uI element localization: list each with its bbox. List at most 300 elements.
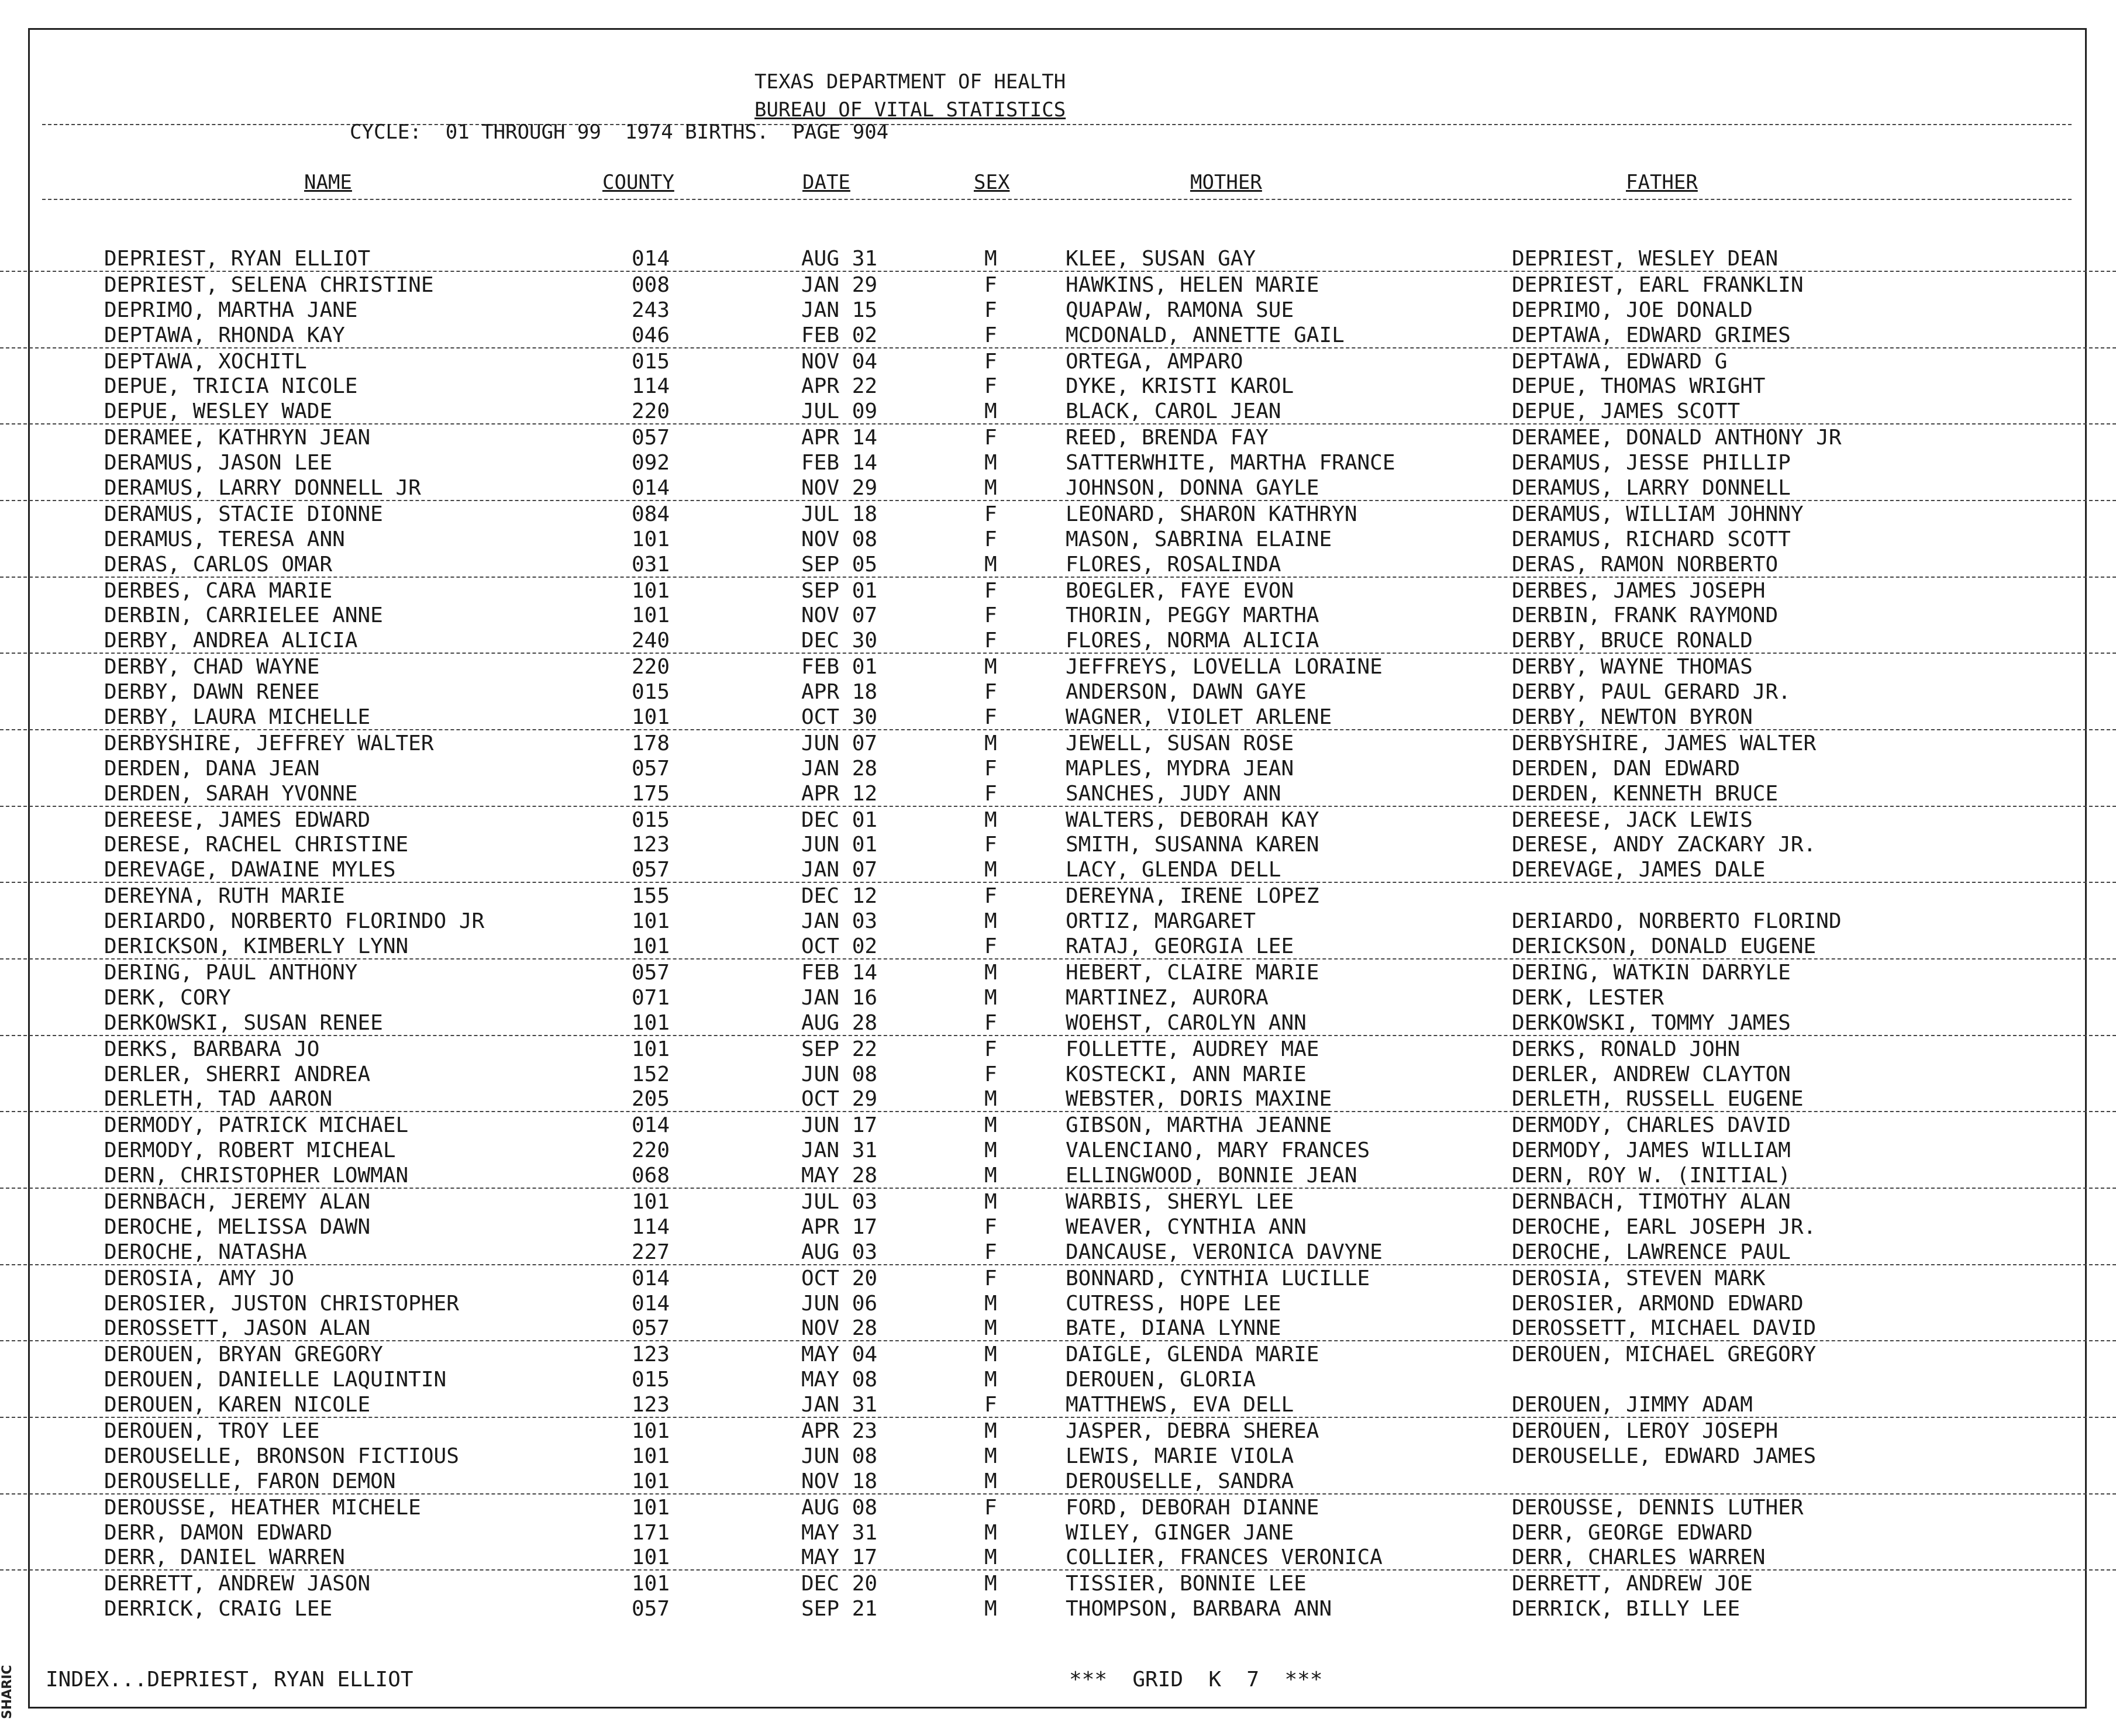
record-mother: WOEHST, CAROLYN ANN: [1066, 1010, 1307, 1035]
column-header-mother: MOTHER: [1190, 171, 1262, 194]
agency-title: TEXAS DEPARTMENT OF HEALTH: [754, 70, 1066, 94]
record-county: 014: [632, 1291, 670, 1316]
column-header-name: NAME: [304, 171, 352, 194]
record-date: DEC 01: [801, 807, 878, 832]
record-row: [0, 348, 2116, 374]
record-father: DERAMEE, DONALD ANTHONY JR: [1512, 426, 1842, 450]
record-row: [0, 831, 2116, 857]
record-sex: F: [984, 884, 997, 909]
record-row: [0, 1596, 2116, 1621]
record-county: 101: [632, 527, 670, 551]
record-name: DEROSSETT, JASON ALAN: [104, 1316, 371, 1341]
record-mother: ORTIZ, MARGARET: [1066, 909, 1256, 934]
record-mother: ANDERSON, DAWN GAYE: [1066, 680, 1307, 705]
record-father: DERBES, JAMES JOSEPH: [1512, 578, 1766, 603]
record-father: DEROCHE, LAWRENCE PAUL: [1512, 1240, 1791, 1264]
record-county: 014: [632, 1113, 670, 1138]
record-sex: M: [984, 909, 997, 934]
record-date: JUN 07: [801, 731, 878, 755]
record-sex: M: [984, 731, 997, 755]
record-name: DEPRIEST, RYAN ELLIOT: [104, 247, 371, 271]
record-father: DEPRIMO, JOE DONALD: [1512, 298, 1753, 322]
cycle-line: CYCLE: 01 THROUGH 99 1974 BIRTHS. PAGE 904: [350, 120, 889, 144]
record-date: OCT 29: [801, 1087, 878, 1112]
record-mother: KLEE, SUSAN GAY: [1066, 247, 1256, 271]
record-father: DEROUEN, JIMMY ADAM: [1512, 1393, 1753, 1417]
record-mother: HEBERT, CLAIRE MARIE: [1066, 960, 1319, 985]
record-name: DEROCHE, NATASHA: [104, 1240, 307, 1264]
record-mother: JEWELL, SUSAN ROSE: [1066, 731, 1294, 755]
record-county: 068: [632, 1164, 670, 1188]
record-date: SEP 05: [801, 552, 878, 577]
record-name: DERBY, DAWN RENEE: [104, 680, 320, 705]
record-county: 101: [632, 1469, 670, 1493]
record-mother: DYKE, KRISTI KAROL: [1066, 374, 1294, 399]
record-date: NOV 29: [801, 476, 878, 501]
record-father: DEPTAWA, EDWARD GRIMES: [1512, 323, 1791, 347]
record-sex: M: [984, 1520, 997, 1545]
record-name: DERAMUS, LARRY DONNELL JR: [104, 476, 421, 501]
record-sex: M: [984, 1469, 997, 1493]
record-sex: M: [984, 1164, 997, 1188]
record-mother: JASPER, DEBRA SHEREA: [1066, 1419, 1319, 1443]
record-father: DERAMUS, WILLIAM JOHNNY: [1512, 502, 1804, 526]
record-row: [0, 1239, 2116, 1265]
record-mother: CUTRESS, HOPE LEE: [1066, 1291, 1281, 1316]
record-row: [0, 1214, 2116, 1239]
record-row: [0, 985, 2116, 1010]
record-sex: M: [984, 1597, 997, 1621]
record-mother: BOEGLER, FAYE EVON: [1066, 578, 1294, 603]
record-date: MAY 31: [801, 1520, 878, 1545]
record-name: DERAMEE, KATHRYN JEAN: [104, 426, 371, 450]
record-county: 220: [632, 1138, 670, 1163]
record-name: DEROSIA, AMY JO: [104, 1266, 295, 1290]
record-sex: F: [984, 1266, 997, 1290]
record-date: NOV 04: [801, 349, 878, 374]
record-row: [0, 679, 2116, 704]
record-county: 014: [632, 247, 670, 271]
record-name: DEROUSELLE, BRONSON FICTIOUS: [104, 1444, 459, 1468]
record-sex: M: [984, 1087, 997, 1112]
record-date: AUG 28: [801, 1010, 878, 1035]
record-date: SEP 22: [801, 1037, 878, 1061]
record-father: DERDEN, KENNETH BRUCE: [1512, 781, 1779, 806]
record-county: 101: [632, 1572, 670, 1596]
record-father: DEROUSELLE, EDWARD JAMES: [1512, 1444, 1817, 1468]
record-county: 092: [632, 451, 670, 475]
record-row: [0, 297, 2116, 322]
record-county: 101: [632, 1010, 670, 1035]
header-divider-bottom: [42, 199, 2072, 200]
record-row: [0, 883, 2116, 908]
record-father: DERRETT, ANDREW JOE: [1512, 1572, 1753, 1596]
record-name: DERBY, CHAD WAYNE: [104, 655, 320, 679]
record-sex: F: [984, 1393, 997, 1417]
record-sex: M: [984, 1572, 997, 1596]
record-father: DERICKSON, DONALD EUGENE: [1512, 934, 1817, 959]
record-date: FEB 14: [801, 451, 878, 475]
record-father: DERAMUS, RICHARD SCOTT: [1512, 527, 1791, 551]
record-father: DERR, CHARLES WARREN: [1512, 1545, 1766, 1570]
record-sex: M: [984, 1138, 997, 1163]
record-date: JAN 29: [801, 272, 878, 297]
records-table: [0, 246, 2116, 1621]
record-name: DERBYSHIRE, JEFFREY WALTER: [104, 731, 434, 755]
record-row: [0, 578, 2116, 603]
record-date: SEP 01: [801, 578, 878, 603]
record-row: [0, 781, 2116, 807]
record-county: 015: [632, 349, 670, 374]
record-sex: M: [984, 451, 997, 475]
record-row: [0, 1036, 2116, 1061]
record-mother: WARBIS, SHERYL LEE: [1066, 1189, 1294, 1214]
record-date: APR 14: [801, 426, 878, 450]
record-row: [0, 1290, 2116, 1316]
record-date: JUL 18: [801, 502, 878, 526]
record-name: DEPTAWA, RHONDA KAY: [104, 323, 345, 347]
record-name: DERMODY, PATRICK MICHAEL: [104, 1113, 409, 1138]
record-father: DERBIN, FRANK RAYMOND: [1512, 603, 1779, 628]
record-row: [0, 1392, 2116, 1418]
record-row: [0, 1265, 2116, 1290]
record-father: DERK, LESTER: [1512, 985, 1664, 1010]
record-row: [0, 373, 2116, 398]
record-date: JAN 28: [801, 756, 878, 781]
record-date: JAN 07: [801, 858, 878, 882]
record-name: DERICKSON, KIMBERLY LYNN: [104, 934, 409, 959]
record-name: DERING, PAUL ANTHONY: [104, 960, 358, 985]
record-row: [0, 1366, 2116, 1392]
record-sex: F: [984, 1010, 997, 1035]
record-county: 101: [632, 934, 670, 959]
record-county: 123: [632, 1393, 670, 1417]
record-father: DEREESE, JACK LEWIS: [1512, 807, 1753, 832]
record-county: 057: [632, 858, 670, 882]
record-father: DERDEN, DAN EDWARD: [1512, 756, 1741, 781]
record-mother: DEROUEN, GLORIA: [1066, 1368, 1256, 1392]
record-date: JAN 16: [801, 985, 878, 1010]
record-county: 152: [632, 1062, 670, 1086]
record-row: [0, 933, 2116, 960]
record-county: 015: [632, 680, 670, 705]
record-sex: F: [984, 502, 997, 526]
record-row: [0, 246, 2116, 272]
record-date: MAY 28: [801, 1164, 878, 1188]
record-name: DERNBACH, JEREMY ALAN: [104, 1189, 371, 1214]
record-mother: SMITH, SUSANNA KAREN: [1066, 833, 1319, 857]
record-mother: MCDONALD, ANNETTE GAIL: [1066, 323, 1345, 347]
record-row: [0, 1571, 2116, 1596]
record-county: 101: [632, 1037, 670, 1061]
record-name: DERMODY, ROBERT MICHEAL: [104, 1138, 396, 1163]
record-father: DERR, GEORGE EDWARD: [1512, 1520, 1753, 1545]
record-row: [0, 755, 2116, 781]
record-county: 205: [632, 1087, 670, 1112]
record-sex: M: [984, 985, 997, 1010]
record-name: DERKS, BARBARA JO: [104, 1037, 320, 1061]
record-sex: M: [984, 476, 997, 501]
record-sex: F: [984, 680, 997, 705]
record-name: DEROUSELLE, FARON DEMON: [104, 1469, 396, 1493]
record-date: DEC 20: [801, 1572, 878, 1596]
record-mother: MAPLES, MYDRA JEAN: [1066, 756, 1294, 781]
record-name: DERRETT, ANDREW JASON: [104, 1572, 371, 1596]
record-sex: F: [984, 1062, 997, 1086]
record-sex: F: [984, 374, 997, 399]
record-father: DEROUEN, MICHAEL GREGORY: [1512, 1342, 1817, 1367]
record-mother: DAIGLE, GLENDA MARIE: [1066, 1342, 1319, 1367]
record-county: 101: [632, 1444, 670, 1468]
record-mother: JOHNSON, DONNA GAYLE: [1066, 476, 1319, 501]
record-row: [0, 730, 2116, 755]
record-sex: F: [984, 934, 997, 959]
record-mother: RATAJ, GEORGIA LEE: [1066, 934, 1294, 959]
record-mother: ORTEGA, AMPARO: [1066, 349, 1243, 374]
record-date: JUN 08: [801, 1444, 878, 1468]
record-name: DEROUSSE, HEATHER MICHELE: [104, 1495, 421, 1520]
record-sex: F: [984, 1037, 997, 1061]
record-date: APR 17: [801, 1214, 878, 1239]
record-sex: F: [984, 1495, 997, 1520]
record-sex: F: [984, 1240, 997, 1264]
record-county: 057: [632, 1597, 670, 1621]
record-father: DERBYSHIRE, JAMES WALTER: [1512, 731, 1817, 755]
record-name: DERAS, CARLOS OMAR: [104, 552, 333, 577]
record-row: [0, 1112, 2116, 1137]
record-mother: THORIN, PEGGY MARTHA: [1066, 603, 1319, 628]
record-date: JUN 17: [801, 1113, 878, 1138]
record-name: DEROUEN, KAREN NICOLE: [104, 1393, 371, 1417]
record-row: [0, 807, 2116, 832]
record-sex: M: [984, 1444, 997, 1468]
record-county: 008: [632, 272, 670, 297]
record-row: [0, 704, 2116, 730]
record-father: DEPRIEST, WESLEY DEAN: [1512, 247, 1779, 271]
record-sex: F: [984, 323, 997, 347]
record-sex: F: [984, 629, 997, 653]
record-county: 101: [632, 1419, 670, 1443]
record-sex: M: [984, 1113, 997, 1138]
record-mother: WAGNER, VIOLET ARLENE: [1066, 705, 1332, 730]
record-father: DERKOWSKI, TOMMY JAMES: [1512, 1010, 1791, 1035]
record-row: [0, 654, 2116, 679]
record-sex: M: [984, 807, 997, 832]
record-county: 101: [632, 603, 670, 628]
record-mother: MARTINEZ, AURORA: [1066, 985, 1269, 1010]
record-mother: DEREYNA, IRENE LOPEZ: [1066, 884, 1319, 909]
record-date: DEC 30: [801, 629, 878, 653]
record-county: 178: [632, 731, 670, 755]
header-divider-top: [42, 124, 2072, 125]
record-county: 240: [632, 629, 670, 653]
record-date: OCT 30: [801, 705, 878, 730]
record-date: AUG 03: [801, 1240, 878, 1264]
record-name: DEROCHE, MELISSA DAWN: [104, 1214, 371, 1239]
record-county: 071: [632, 985, 670, 1010]
record-father: DEPUE, JAMES SCOTT: [1512, 399, 1741, 424]
grid-footer: *** GRID K 7 ***: [1069, 1668, 1323, 1692]
record-sex: F: [984, 527, 997, 551]
record-sex: M: [984, 399, 997, 424]
record-mother: FLORES, NORMA ALICIA: [1066, 629, 1319, 653]
record-row: [0, 322, 2116, 348]
record-sex: M: [984, 1316, 997, 1341]
record-name: DEPRIMO, MARTHA JANE: [104, 298, 358, 322]
record-father: DERBY, WAYNE THOMAS: [1512, 655, 1753, 679]
record-date: MAY 17: [801, 1545, 878, 1570]
record-mother: COLLIER, FRANCES VERONICA: [1066, 1545, 1383, 1570]
record-sex: M: [984, 1189, 997, 1214]
record-sex: F: [984, 756, 997, 781]
record-county: 101: [632, 1495, 670, 1520]
record-name: DERN, CHRISTOPHER LOWMAN: [104, 1164, 409, 1188]
record-date: NOV 28: [801, 1316, 878, 1341]
record-mother: GIBSON, MARTHA JEANNE: [1066, 1113, 1332, 1138]
record-father: DERESE, ANDY ZACKARY JR.: [1512, 833, 1817, 857]
record-date: APR 12: [801, 781, 878, 806]
record-row: [0, 602, 2116, 627]
record-county: 101: [632, 578, 670, 603]
record-row: [0, 627, 2116, 654]
record-mother: SATTERWHITE, MARTHA FRANCE: [1066, 451, 1395, 475]
record-date: APR 18: [801, 680, 878, 705]
record-mother: WEAVER, CYNTHIA ANN: [1066, 1214, 1307, 1239]
record-father: DEROSIER, ARMOND EDWARD: [1512, 1291, 1804, 1316]
record-name: DERBIN, CARRIELEE ANNE: [104, 603, 383, 628]
record-date: AUG 08: [801, 1495, 878, 1520]
record-row: [0, 1086, 2116, 1112]
record-sex: F: [984, 833, 997, 857]
record-mother: DEROUSELLE, SANDRA: [1066, 1469, 1294, 1493]
record-sex: M: [984, 1545, 997, 1570]
record-mother: FOLLETTE, AUDREY MAE: [1066, 1037, 1319, 1061]
record-county: 101: [632, 705, 670, 730]
record-mother: FORD, DEBORAH DIANNE: [1066, 1495, 1319, 1520]
record-date: NOV 07: [801, 603, 878, 628]
record-date: AUG 31: [801, 247, 878, 271]
record-name: DEROUEN, TROY LEE: [104, 1419, 320, 1443]
record-row: [0, 1061, 2116, 1086]
record-sex: M: [984, 655, 997, 679]
record-father: DERAMUS, JESSE PHILLIP: [1512, 451, 1791, 475]
record-row: [0, 272, 2116, 297]
record-name: DEREVAGE, DAWAINE MYLES: [104, 858, 396, 882]
record-sex: M: [984, 858, 997, 882]
record-mother: DANCAUSE, VERONICA DAVYNE: [1066, 1240, 1383, 1264]
record-mother: THOMPSON, BARBARA ANN: [1066, 1597, 1332, 1621]
record-sex: F: [984, 603, 997, 628]
record-date: APR 22: [801, 374, 878, 399]
record-row: [0, 1544, 2116, 1571]
record-name: DEROSIER, JUSTON CHRISTOPHER: [104, 1291, 459, 1316]
record-mother: WILEY, GINGER JANE: [1066, 1520, 1294, 1545]
record-mother: LACY, GLENDA DELL: [1066, 858, 1281, 882]
record-mother: WALTERS, DEBORAH KAY: [1066, 807, 1319, 832]
record-father: DERKS, RONALD JOHN: [1512, 1037, 1741, 1061]
record-father: DEREVAGE, JAMES DALE: [1512, 858, 1766, 882]
record-name: DERDEN, SARAH YVONNE: [104, 781, 358, 806]
record-sex: F: [984, 426, 997, 450]
record-sex: M: [984, 247, 997, 271]
record-name: DERAMUS, JASON LEE: [104, 451, 333, 475]
record-name: DERDEN, DANA JEAN: [104, 756, 320, 781]
record-row: [0, 475, 2116, 501]
record-father: DEPTAWA, EDWARD G: [1512, 349, 1728, 374]
record-date: JUN 01: [801, 833, 878, 857]
record-name: DERK, CORY: [104, 985, 231, 1010]
record-name: DERBY, LAURA MICHELLE: [104, 705, 371, 730]
index-footer: INDEX...DEPRIEST, RYAN ELLIOT: [46, 1668, 413, 1692]
record-mother: QUAPAW, RAMONA SUE: [1066, 298, 1294, 322]
record-row: [0, 1468, 2116, 1495]
column-header-sex: SEX: [974, 171, 1010, 194]
record-sex: F: [984, 349, 997, 374]
record-sex: M: [984, 552, 997, 577]
record-name: DEPTAWA, XOCHITL: [104, 349, 307, 374]
record-row: [0, 551, 2116, 578]
record-sex: F: [984, 705, 997, 730]
record-date: NOV 18: [801, 1469, 878, 1493]
record-date: JAN 03: [801, 909, 878, 934]
record-row: [0, 857, 2116, 883]
record-row: [0, 1010, 2116, 1036]
record-county: 175: [632, 781, 670, 806]
record-date: DEC 12: [801, 884, 878, 909]
record-date: MAY 04: [801, 1342, 878, 1367]
record-date: OCT 20: [801, 1266, 878, 1290]
record-county: 057: [632, 756, 670, 781]
record-name: DERESE, RACHEL CHRISTINE: [104, 833, 409, 857]
bureau-title: BUREAU OF VITAL STATISTICS: [754, 98, 1066, 122]
record-county: 220: [632, 399, 670, 424]
record-county: 015: [632, 807, 670, 832]
record-father: DERBY, BRUCE RONALD: [1512, 629, 1753, 653]
record-mother: SANCHES, JUDY ANN: [1066, 781, 1281, 806]
record-name: DERKOWSKI, SUSAN RENEE: [104, 1010, 383, 1035]
record-mother: REED, BRENDA FAY: [1066, 426, 1269, 450]
record-mother: HAWKINS, HELEN MARIE: [1066, 272, 1319, 297]
record-row: [0, 1189, 2116, 1214]
record-date: APR 23: [801, 1419, 878, 1443]
record-row: [0, 501, 2116, 526]
record-father: DERBY, PAUL GERARD JR.: [1512, 680, 1791, 705]
record-date: FEB 02: [801, 323, 878, 347]
record-row: [0, 398, 2116, 424]
record-name: DERBY, ANDREA ALICIA: [104, 629, 358, 653]
record-father: DERN, ROY W. (INITIAL): [1512, 1164, 1791, 1188]
record-name: DERLER, SHERRI ANDREA: [104, 1062, 371, 1086]
column-header-date: DATE: [802, 171, 850, 194]
record-date: JUL 03: [801, 1189, 878, 1214]
record-county: 243: [632, 298, 670, 322]
record-name: DEPRIEST, SELENA CHRISTINE: [104, 272, 434, 297]
record-sex: F: [984, 781, 997, 806]
record-sex: M: [984, 1368, 997, 1392]
record-mother: BLACK, CAROL JEAN: [1066, 399, 1281, 424]
record-father: DEROCHE, EARL JOSEPH JR.: [1512, 1214, 1817, 1239]
record-row: [0, 908, 2116, 933]
record-mother: LEONARD, SHARON KATHRYN: [1066, 502, 1357, 526]
record-county: 220: [632, 655, 670, 679]
column-header-county: COUNTY: [602, 171, 674, 194]
record-date: MAY 08: [801, 1368, 878, 1392]
record-row: [0, 1418, 2116, 1443]
record-name: DEPUE, WESLEY WADE: [104, 399, 333, 424]
record-county: 101: [632, 909, 670, 934]
record-county: 014: [632, 476, 670, 501]
record-name: DERLETH, TAD AARON: [104, 1087, 333, 1112]
